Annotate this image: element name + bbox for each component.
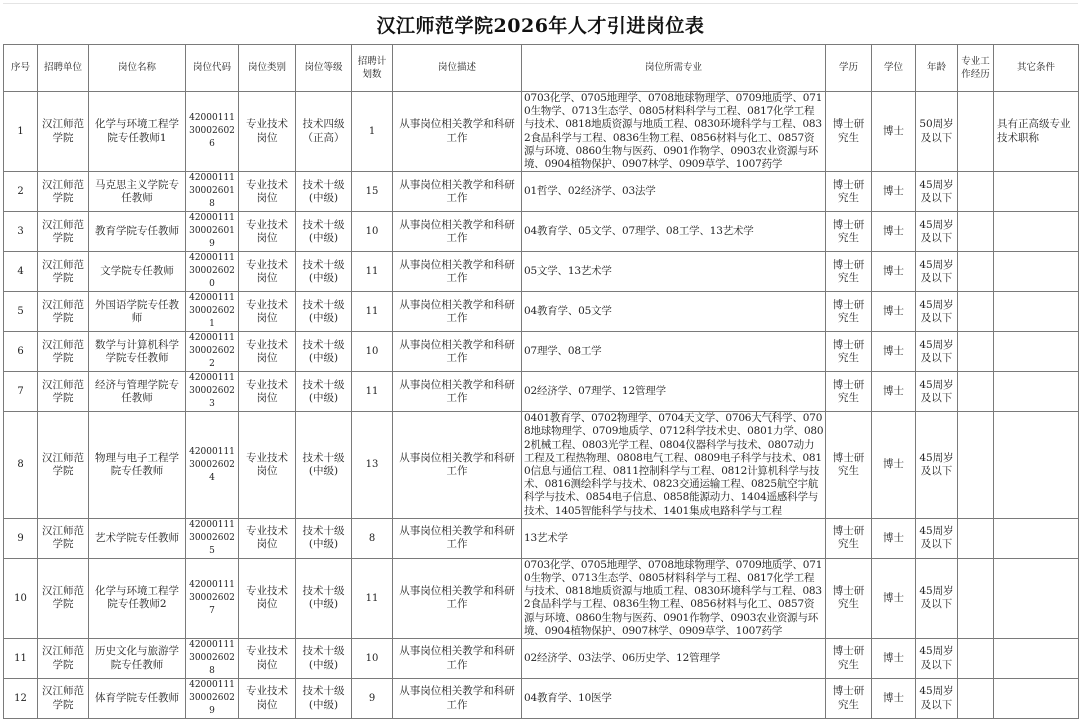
cell-education: 博士研究生 — [826, 172, 872, 212]
cell-position: 化学与环境工程学院专任教师2 — [89, 558, 186, 638]
table-row — [4, 212, 1079, 252]
cell-age: 45周岁及以下 — [916, 252, 958, 292]
cell-experience — [958, 212, 994, 252]
cell-degree: 博士 — [872, 558, 916, 638]
cell-quota: 8 — [352, 518, 393, 558]
cell-description: 从事岗位相关教学和科研工作 — [393, 212, 522, 252]
cell-description: 从事岗位相关教学和科研工作 — [393, 372, 522, 412]
positions-table — [3, 44, 1079, 719]
cell-code: 42000111300026022 — [186, 332, 239, 372]
cell-quota: 11 — [352, 252, 393, 292]
cell-description: 从事岗位相关教学和科研工作 — [393, 639, 522, 679]
cell-unit: 汉江师范学院 — [38, 92, 89, 172]
cell-seq: 2 — [4, 172, 38, 212]
cell-experience — [958, 332, 994, 372]
cell-position: 艺术学院专任教师 — [89, 518, 186, 558]
header-experience: 专业工作经历 — [958, 45, 994, 92]
header-degree: 学位 — [872, 45, 916, 92]
cell-unit: 汉江师范学院 — [38, 252, 89, 292]
cell-code: 42000111300026025 — [186, 518, 239, 558]
header-quota: 招聘计划数 — [352, 45, 393, 92]
table-row — [4, 292, 1079, 332]
cell-category: 专业技术岗位 — [239, 252, 296, 292]
cell-code: 42000111300026023 — [186, 372, 239, 412]
table-row — [4, 172, 1079, 212]
cell-code: 42000111300026029 — [186, 679, 239, 719]
cell-category: 专业技术岗位 — [239, 332, 296, 372]
cell-degree: 博士 — [872, 639, 916, 679]
cell-level: 技术十级(中级) — [296, 212, 352, 252]
cell-category: 专业技术岗位 — [239, 412, 296, 519]
cell-code: 42000111300026021 — [186, 292, 239, 332]
cell-other — [994, 518, 1079, 558]
cell-degree: 博士 — [872, 252, 916, 292]
cell-level: 技术十级(中级) — [296, 558, 352, 638]
cell-category: 专业技术岗位 — [239, 372, 296, 412]
table-row — [4, 412, 1079, 519]
cell-level: 技术十级(中级) — [296, 639, 352, 679]
cell-level: 技术十级(中级) — [296, 412, 352, 519]
cell-experience — [958, 639, 994, 679]
cell-age: 45周岁及以下 — [916, 292, 958, 332]
cell-other — [994, 332, 1079, 372]
cell-age: 45周岁及以下 — [916, 558, 958, 638]
cell-category: 专业技术岗位 — [239, 639, 296, 679]
cell-seq: 12 — [4, 679, 38, 719]
header-level: 岗位等级 — [296, 45, 352, 92]
cell-description: 从事岗位相关教学和科研工作 — [393, 518, 522, 558]
header-unit: 招聘单位 — [38, 45, 89, 92]
cell-quota: 9 — [352, 679, 393, 719]
cell-majors: 04教育学、10医学 — [522, 679, 826, 719]
cell-level: 技术十级(中级) — [296, 292, 352, 332]
cell-age: 45周岁及以下 — [916, 212, 958, 252]
cell-unit: 汉江师范学院 — [38, 558, 89, 638]
cell-description: 从事岗位相关教学和科研工作 — [393, 412, 522, 519]
cell-degree: 博士 — [872, 332, 916, 372]
cell-position: 体育学院专任教师 — [89, 679, 186, 719]
cell-level: 技术十级(中级) — [296, 332, 352, 372]
title-bar — [3, 3, 1078, 45]
cell-seq: 8 — [4, 412, 38, 519]
cell-experience — [958, 292, 994, 332]
cell-seq: 5 — [4, 292, 38, 332]
header-code: 岗位代码 — [186, 45, 239, 92]
cell-unit: 汉江师范学院 — [38, 639, 89, 679]
cell-experience — [958, 518, 994, 558]
cell-unit: 汉江师范学院 — [38, 679, 89, 719]
cell-seq: 4 — [4, 252, 38, 292]
cell-majors: 0401教育学、0702物理学、0704天文学、0706大气科学、0708地球物理学、0709地质学、0712科学技术史、0801力学、0802机械工程、0803光学工程、0804仪器科学与技术、0807动力工程及工程热物理、0808电气工程、0809电子科学与技术、0810信息与通信工程、0811控制科学与工程、0812计算机科学与技术、0816测绘科学与技术、0823交通运输工程、0825航空宇航科学与技术、0854电子信息、0858能源动力、1404遥感科学与技术、1405智能科学与技术、1401集成电路科学与工程 — [522, 412, 826, 519]
cell-degree: 博士 — [872, 679, 916, 719]
cell-level: 技术四级（正高） — [296, 92, 352, 172]
cell-other — [994, 639, 1079, 679]
cell-category: 专业技术岗位 — [239, 92, 296, 172]
cell-education: 博士研究生 — [826, 92, 872, 172]
cell-experience — [958, 172, 994, 212]
table-row — [4, 332, 1079, 372]
cell-degree: 博士 — [872, 172, 916, 212]
cell-code: 42000111300026018 — [186, 172, 239, 212]
cell-level: 技术十级(中级) — [296, 679, 352, 719]
page-title: 汉江师范学院2026年人才引进岗位表 — [376, 15, 705, 37]
cell-age: 45周岁及以下 — [916, 679, 958, 719]
cell-degree: 博士 — [872, 518, 916, 558]
cell-seq: 3 — [4, 212, 38, 252]
cell-position: 物理与电子工程学院专任教师 — [89, 412, 186, 519]
cell-other — [994, 412, 1079, 519]
table-row — [4, 518, 1079, 558]
cell-education: 博士研究生 — [826, 372, 872, 412]
cell-unit: 汉江师范学院 — [38, 172, 89, 212]
cell-seq: 7 — [4, 372, 38, 412]
cell-quota: 10 — [352, 639, 393, 679]
cell-seq: 9 — [4, 518, 38, 558]
cell-seq: 6 — [4, 332, 38, 372]
cell-code: 42000111300026028 — [186, 639, 239, 679]
cell-position: 数学与计算机科学学院专任教师 — [89, 332, 186, 372]
cell-experience — [958, 372, 994, 412]
header-other: 其它条件 — [994, 45, 1079, 92]
cell-majors: 07理学、08工学 — [522, 332, 826, 372]
cell-quota: 11 — [352, 558, 393, 638]
cell-category: 专业技术岗位 — [239, 679, 296, 719]
table-row — [4, 639, 1079, 679]
cell-other — [994, 558, 1079, 638]
cell-level: 技术十级(中级) — [296, 252, 352, 292]
cell-unit: 汉江师范学院 — [38, 412, 89, 519]
header-age: 年龄 — [916, 45, 958, 92]
cell-code: 42000111300026024 — [186, 412, 239, 519]
cell-quota: 15 — [352, 172, 393, 212]
cell-unit: 汉江师范学院 — [38, 292, 89, 332]
cell-level: 技术十级(中级) — [296, 518, 352, 558]
table-row — [4, 558, 1079, 638]
cell-age: 50周岁及以下 — [916, 92, 958, 172]
cell-category: 专业技术岗位 — [239, 518, 296, 558]
header-seq: 序号 — [4, 45, 38, 92]
table-row — [4, 252, 1079, 292]
header-row — [4, 45, 1079, 92]
cell-level: 技术十级(中级) — [296, 372, 352, 412]
table-row — [4, 372, 1079, 412]
cell-other: 具有正高级专业技术职称 — [994, 92, 1079, 172]
cell-education: 博士研究生 — [826, 332, 872, 372]
header-education: 学历 — [826, 45, 872, 92]
cell-age: 45周岁及以下 — [916, 332, 958, 372]
cell-quota: 1 — [352, 92, 393, 172]
cell-description: 从事岗位相关教学和科研工作 — [393, 172, 522, 212]
cell-experience — [958, 252, 994, 292]
cell-quota: 11 — [352, 292, 393, 332]
header-description: 岗位描述 — [393, 45, 522, 92]
cell-degree: 博士 — [872, 212, 916, 252]
cell-education: 博士研究生 — [826, 252, 872, 292]
cell-majors: 02经济学、07理学、12管理学 — [522, 372, 826, 412]
cell-category: 专业技术岗位 — [239, 212, 296, 252]
cell-age: 45周岁及以下 — [916, 372, 958, 412]
cell-experience — [958, 92, 994, 172]
cell-description: 从事岗位相关教学和科研工作 — [393, 558, 522, 638]
cell-unit: 汉江师范学院 — [38, 212, 89, 252]
header-position: 岗位名称 — [89, 45, 186, 92]
cell-code: 42000111300026020 — [186, 252, 239, 292]
cell-age: 45周岁及以下 — [916, 639, 958, 679]
cell-degree: 博士 — [872, 292, 916, 332]
cell-other — [994, 372, 1079, 412]
cell-code: 42000111300026019 — [186, 212, 239, 252]
cell-unit: 汉江师范学院 — [38, 518, 89, 558]
cell-majors: 05文学、13艺术学 — [522, 252, 826, 292]
cell-other — [994, 212, 1079, 252]
cell-experience — [958, 558, 994, 638]
cell-education: 博士研究生 — [826, 679, 872, 719]
table-row — [4, 679, 1079, 719]
cell-description: 从事岗位相关教学和科研工作 — [393, 252, 522, 292]
cell-category: 专业技术岗位 — [239, 172, 296, 212]
cell-education: 博士研究生 — [826, 639, 872, 679]
cell-position: 化学与环境工程学院专任教师1 — [89, 92, 186, 172]
cell-position: 历史文化与旅游学院专任教师 — [89, 639, 186, 679]
cell-majors: 01哲学、02经济学、03法学 — [522, 172, 826, 212]
cell-position: 马克思主义学院专任教师 — [89, 172, 186, 212]
cell-description: 从事岗位相关教学和科研工作 — [393, 332, 522, 372]
cell-quota: 10 — [352, 332, 393, 372]
cell-code: 42000111300026026 — [186, 92, 239, 172]
cell-age: 45周岁及以下 — [916, 412, 958, 519]
cell-education: 博士研究生 — [826, 212, 872, 252]
cell-education: 博士研究生 — [826, 518, 872, 558]
cell-quota: 11 — [352, 372, 393, 412]
cell-majors: 02经济学、03法学、06历史学、12管理学 — [522, 639, 826, 679]
header-majors: 岗位所需专业 — [522, 45, 826, 92]
cell-position: 经济与管理学院专任教师 — [89, 372, 186, 412]
cell-majors: 04教育学、05文学、07理学、08工学、13艺术学 — [522, 212, 826, 252]
cell-position: 教育学院专任教师 — [89, 212, 186, 252]
cell-other — [994, 252, 1079, 292]
cell-other — [994, 292, 1079, 332]
cell-majors: 0703化学、0705地理学、0708地球物理学、0709地质学、0710生物学、0713生态学、0805材料科学与工程、0817化学工程与技术、0818地质资源与地质工程、0830环境科学与工程、0832食品科学与工程、0836生物工程、0856材料与化工、0857资源与环境、0860生物与医药、0901作物学、0903农业资源与环境、0904植物保护、0907林学、0909草学、1007药学 — [522, 92, 826, 172]
cell-education: 博士研究生 — [826, 412, 872, 519]
cell-description: 从事岗位相关教学和科研工作 — [393, 679, 522, 719]
cell-quota: 13 — [352, 412, 393, 519]
cell-majors: 04教育学、05文学 — [522, 292, 826, 332]
cell-position: 文学院专任教师 — [89, 252, 186, 292]
cell-quota: 10 — [352, 212, 393, 252]
cell-category: 专业技术岗位 — [239, 558, 296, 638]
cell-majors: 13艺术学 — [522, 518, 826, 558]
cell-experience — [958, 679, 994, 719]
cell-experience — [958, 412, 994, 519]
cell-unit: 汉江师范学院 — [38, 372, 89, 412]
cell-description: 从事岗位相关教学和科研工作 — [393, 292, 522, 332]
cell-education: 博士研究生 — [826, 292, 872, 332]
cell-position: 外国语学院专任教师 — [89, 292, 186, 332]
cell-degree: 博士 — [872, 412, 916, 519]
cell-category: 专业技术岗位 — [239, 292, 296, 332]
table-row — [4, 92, 1079, 172]
cell-seq: 11 — [4, 639, 38, 679]
cell-code: 42000111300026027 — [186, 558, 239, 638]
header-category: 岗位类别 — [239, 45, 296, 92]
cell-age: 45周岁及以下 — [916, 172, 958, 212]
cell-other — [994, 172, 1079, 212]
cell-degree: 博士 — [872, 372, 916, 412]
cell-age: 45周岁及以下 — [916, 518, 958, 558]
cell-degree: 博士 — [872, 92, 916, 172]
cell-education: 博士研究生 — [826, 558, 872, 638]
cell-level: 技术十级(中级) — [296, 172, 352, 212]
cell-unit: 汉江师范学院 — [38, 332, 89, 372]
cell-majors: 0703化学、0705地理学、0708地球物理学、0709地质学、0710生物学、0713生态学、0805材料科学与工程、0817化学工程与技术、0818地质资源与地质工程、0830环境科学与工程、0832食品科学与工程、0836生物工程、0856材料与化工、0857资源与环境、0860生物与医药、0901作物学、0903农业资源与环境、0904植物保护、0907林学、0909草学、1007药学 — [522, 558, 826, 638]
cell-seq: 1 — [4, 92, 38, 172]
cell-description: 从事岗位相关教学和科研工作 — [393, 92, 522, 172]
cell-seq: 10 — [4, 558, 38, 638]
cell-other — [994, 679, 1079, 719]
